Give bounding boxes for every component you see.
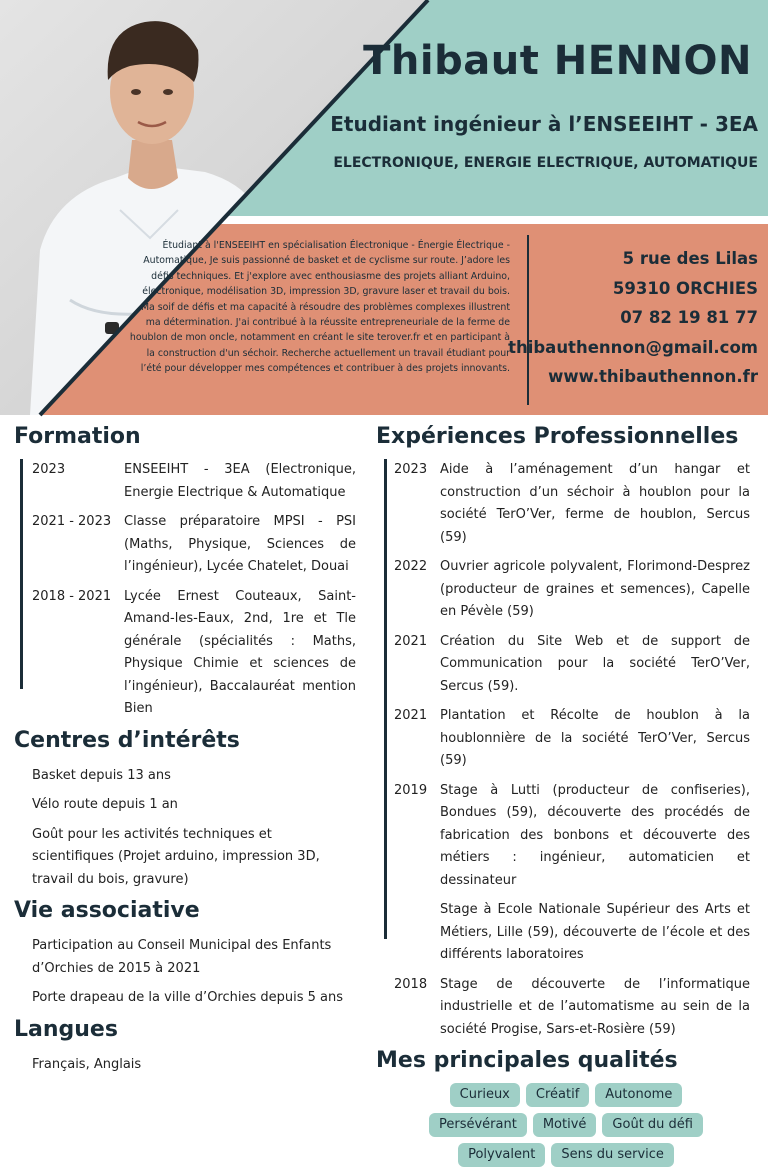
quality-chip: Motivé xyxy=(533,1113,597,1137)
experience-item xyxy=(394,556,756,624)
associative-title: Vie associative xyxy=(14,898,200,923)
quality-chip: Créatif xyxy=(526,1083,589,1107)
contact-phone[interactable]: 07 82 19 81 77 xyxy=(620,308,758,327)
experience-year: 2019 xyxy=(394,782,428,798)
experience-desc: Création du Site Web et de support de Communication pour la société TerO’Ver, Sercus (59). xyxy=(440,633,750,694)
qualities-title: Mes principales qualités xyxy=(376,1048,678,1073)
quality-chip: Polyvalent xyxy=(458,1143,545,1167)
associative-item: Porte drapeau de la ville d’Orchies depuis 5 ans xyxy=(32,990,344,1005)
experience-item xyxy=(394,974,756,1042)
experience-timeline-line xyxy=(384,459,387,939)
experience-title-sub: Professionnelles xyxy=(533,424,739,449)
experience-item xyxy=(394,705,756,773)
qualities-row xyxy=(429,1113,703,1137)
experience-title-main: Expériences xyxy=(376,424,526,449)
interests-title: Centres d’intérêts xyxy=(14,727,240,753)
experience-item xyxy=(394,780,756,893)
experience-year xyxy=(394,899,440,967)
quality-chip: Autonome xyxy=(595,1083,682,1107)
languages-title: Langues xyxy=(14,1016,118,1042)
cv-header xyxy=(0,0,768,415)
experience-desc: Plantation et Récolte de houblon à la houblonnière de la société TerO’Ver, Sercus (59) xyxy=(440,708,750,768)
experience-desc: Stage à Lutti (producteur de confiseries), Bondues (59), découverte des procédés de fabrication des bonbons et découverte des métiers : ingénieur, automaticien et dessinateur xyxy=(440,782,750,888)
quality-chip: Persévérant xyxy=(429,1113,527,1137)
candidate-name: Thibaut HENNON xyxy=(363,38,752,84)
contact-website[interactable]: www.thibauthennon.fr xyxy=(548,367,758,386)
experience-year: 2021 xyxy=(394,708,428,723)
experience-desc: Aide à l’aménagement d’un hangar et construction d’un séchoir à houblon pour la société TerO’Ver, ferme de houblon, Sercus (59) xyxy=(440,462,750,545)
formation-years: 2018 - 2021 xyxy=(32,588,112,604)
formation-item xyxy=(32,586,364,721)
experience-title xyxy=(376,424,756,449)
experience-list xyxy=(376,459,756,1041)
contact-city: 59310 ORCHIES xyxy=(612,278,758,298)
formation-list xyxy=(14,459,364,721)
formation-title: Formation xyxy=(14,424,141,449)
about-paragraph: Étudiant à l'ENSEEIHT en spécialisation Électronique - Énergie Électrique - Automatique, Je suis passionné de basket et de cyclisme sur route. J’adore les défis techniques. Et j'explore avec enthousiasme des projets alliant Arduino, électronique, modélisation 3D, impression 3D, gravure laser et travail du bois. Ma soif de défis et ma capacité à résoudre des problèmes complexes illustrent ma détermination. J'ai contribué à la réussite entrepreneuriale de la ferme de houblon de mon oncle, notamment en créant le site terover.fr et en participant à la construction d'un séchoir. Recherche actuellement un travail étudiant pour l’été pour développer mes compétences et contribuer à des projets innovants. xyxy=(129,240,510,375)
quality-chip: Curieux xyxy=(450,1083,520,1107)
formation-desc: Lycée Ernest Couteaux, Saint-Amand-les-Eaux, 2nd, 1re et Tle générale (spécialités : Maths, Physique Chimie et sciences de l’ingénieur), Baccalauréat mention Bien xyxy=(124,588,356,716)
experience-year: 2018 xyxy=(394,976,428,992)
formation-desc: ENSEEIHT - 3EA (Electronique, Energie Electrique & Automatique xyxy=(124,462,356,500)
interests-list xyxy=(14,765,364,892)
quality-chip: Goût du défi xyxy=(602,1113,703,1137)
interest-item: Vélo route depuis 1 an xyxy=(32,797,178,812)
contact-email[interactable]: thibauthennon@gmail.com xyxy=(508,337,758,357)
formation-desc: Classe préparatoire MPSI - PSI (Maths, Physique, Sciences de l’ingénieur), Lycée Chatelet, Douai xyxy=(124,514,356,574)
experience-desc: Stage à Ecole Nationale Supérieur des Arts et Métiers, Lille (59), découverte de l’école et des différents laboratoires xyxy=(440,902,750,962)
formation-timeline-line xyxy=(20,459,23,689)
quality-chip: Sens du service xyxy=(551,1143,674,1167)
qualities-row xyxy=(458,1143,674,1167)
qualities-row xyxy=(450,1083,683,1107)
contact-block xyxy=(508,244,758,392)
experience-year: 2022 xyxy=(394,559,428,574)
experience-item xyxy=(394,631,756,699)
experience-item xyxy=(394,899,756,967)
language-item: Français, Anglais xyxy=(32,1056,142,1072)
experience-item xyxy=(394,459,756,549)
experience-desc: Ouvrier agricole polyvalent, Florimond-Desprez (producteur de graines et semences), Capelle en Pévèle (59) xyxy=(440,559,750,619)
associative-list xyxy=(14,935,364,1010)
contact-street: 5 rue des Lilas xyxy=(622,249,758,268)
right-column xyxy=(376,424,756,1167)
qualities-chips xyxy=(376,1083,756,1167)
formation-item xyxy=(32,511,364,579)
formation-years: 2023 xyxy=(32,462,66,477)
formation-years: 2021 - 2023 xyxy=(32,514,112,529)
experience-year: 2021 xyxy=(394,633,428,649)
languages-list xyxy=(14,1054,364,1077)
interest-item: Goût pour les activités techniques et scientifiques (Projet arduino, impression 3D, travail du bois, gravure) xyxy=(32,826,320,887)
left-column xyxy=(14,424,364,1083)
experience-year: 2023 xyxy=(394,462,428,477)
formation-item xyxy=(32,459,364,504)
interest-item: Basket depuis 13 ans xyxy=(32,767,171,783)
associative-item: Participation au Conseil Municipal des Enfants d’Orchies de 2015 à 2021 xyxy=(32,938,332,976)
job-title: Etudiant ingénieur à l’ENSEEIHT - 3EA xyxy=(330,112,758,136)
experience-desc: Stage de découverte de l’informatique industrielle et de l’automatisme au sein de la société Progise, Sars-et-Rosière (59) xyxy=(440,976,750,1037)
specialty-line: ELECTRONIQUE, ENERGIE ELECTRIQUE, AUTOMATIQUE xyxy=(333,155,758,171)
